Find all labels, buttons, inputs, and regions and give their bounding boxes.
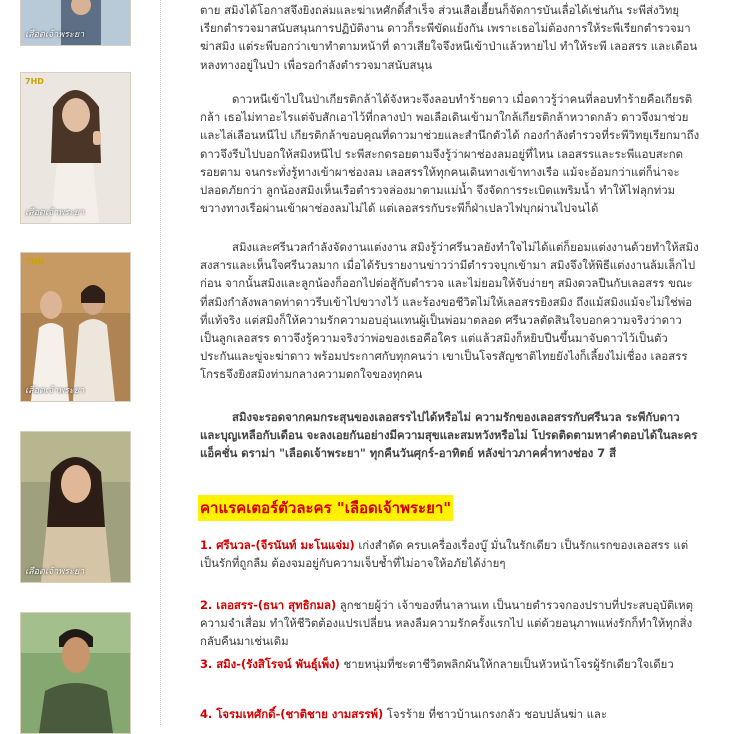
character-description: ชายหนุ่มที่ชะตาชีวิตพลิกผันให้กลายเป็นหัวหน้าโจรผู้รักเดียวใจเดียว bbox=[343, 657, 674, 671]
synopsis-paragraph-1: ตาย สมิงได้โอกาสจึงยิงถล่มและฆ่าเหศักดิ์สำเร็จ ส่วนเสือเฮี้ยนก็จัดการบันเลื่อได้เช่นกัน ระพีส่งวิทยุเรียกตำรวจมาสนับสนุนการปฏิบัติงาน ดาวก็ระพีขัดแย้งกัน เพราะเธอไม่ต้องการให้ระพีเรียกตำรวจมาฆ่าสมิง แต่ระพีบอกว่าเขาทำตามหน้าที่ ดาวเสียใจจึงหนีเข้าป่าแล้วหายไป ทำให้ระพี เลอสรร และเดือนหลงทางอยู่ในป่า เพื่อรอกำลังตำรวจมาสนับสนุน bbox=[200, 3, 698, 72]
character-item bbox=[200, 655, 700, 673]
character-item bbox=[200, 596, 700, 651]
character-item bbox=[200, 536, 700, 572]
character-name: 1. ศรีนวล-(จีรนันท์ มะโนแจ่ม) bbox=[200, 538, 355, 552]
cast-photo-5[interactable] bbox=[20, 612, 131, 734]
photo-caption: เลือดเจ้าพระยา bbox=[25, 30, 85, 40]
column-divider bbox=[160, 0, 161, 725]
character-heading: คาแรคเตอร์ตัวละคร "เลือดเจ้าพระยา" bbox=[198, 495, 453, 521]
channel-logo: 7HD bbox=[25, 77, 44, 86]
character-description: เก่งสำดัด ครบเครื่องเรื่องบู๊ มั่นในรักเดียว เป็นรักแรกของเลอสรร แต่เป็นรักที่ถูกลืม ต้องจมอยู่กับความเจ็บช้ำที่ไม่อาจให้อภัยได้ง่ายๆ bbox=[200, 538, 689, 571]
cast-photo-2[interactable] bbox=[20, 72, 131, 224]
channel-logo: 7HD bbox=[25, 257, 44, 266]
cast-photo-4[interactable] bbox=[20, 431, 131, 583]
photo-figure bbox=[21, 432, 130, 582]
character-description: โจรร้าย ที่ชาวบ้านเกรงกลัว ชอบปล้นฆ่า และ bbox=[386, 707, 608, 721]
cast-photo-1[interactable] bbox=[20, 0, 131, 46]
character-description: ลูกชายผู้ว่า เจ้าของที่นาลานเท เป็นนายตำรวจกองปราบที่ประสบอุบัติเหตุความจำเสื่อม ทำให้ชีวิตต้องแปรเปลี่ยน หลงลืมความรักครั้งแรกไป แต่ด้วยอนุภาพแห่งรักก็ทำให้ทุกสิ่งกลับคืนมาเช่นเดิม bbox=[200, 598, 694, 649]
photo-caption: เลือดเจ้าพระยา bbox=[25, 386, 85, 396]
photo-caption: เลือดเจ้าพระยา bbox=[25, 567, 85, 577]
character-name: 2. เลอสรร-(ธนา สุทธิกมล) bbox=[200, 598, 337, 612]
photo-caption: เลือดเจ้าพระยา bbox=[25, 208, 85, 218]
photo-figure bbox=[21, 613, 130, 733]
character-name: 3. สมิง-(รังสิโรจน์ พันธุ์เพ็ง) bbox=[200, 657, 340, 671]
photo-figure bbox=[21, 73, 130, 223]
synopsis-paragraph-3: สมิงและศรีนวลกำลังจัดงานแต่งงาน สมิงรู้ว่าศรีนวลยังทำใจไม่ได้แต่ก็ยอมแต่งงานด้วยทำให้สมิงสงสารและเห็นใจศรีนวลมาก เมื่อได้รับรายงานข่าวว่ามีตำรวจบุกเข้ามา สมิงจึงให้พิธีแต่งงานล้มเล็กไปก่อน จากนั้นสมิงและลูกน้องก็ออกไปต่อสู้กับตำรวจ และไม่ยอมให้จับง่ายๆ สมิงดวลปืนกับเลอสรร ขณะที่สมิงกำลังพลาดท่าดาวรีบเข้าไปขวางไว้ และร้องขอชีวิตไม่ให้เลอสรรยิงสมิง ถึงแม้สมิงแม้จะไม่ใช่พ่อที่แท้จริง แต่สมิงก็ให้ความรักความอบอุ่นแทนผู้เป็นพ่อมาตลอด ศรีนวลตัดสินใจบอกความจริงว่าดาวเป็นลูกเลอสรร ดาวจึงรู้ความจริงว่าพ่อของเธอคือใคร แต่แล้วสมิงก็หยิบปืนขึ้นมาจับดาวไว้เป็นตัวประกันและขู่จะฆ่าดาว พร้อมประกาศกับทุกคนว่า เขาเป็นโจรสัญชาติไทยยังไงก็เลี้ยงไม่เชื่อง เลอสรรโกรธจึงยิงสมิงท่ามกลางความตกใจของทุกคน bbox=[200, 240, 699, 382]
character-name: 4. โจรมเหศักดิ์-(ชาติชาย งามสรรพ์) bbox=[200, 707, 384, 721]
cast-photo-3[interactable] bbox=[20, 252, 131, 402]
photo-sidebar bbox=[0, 0, 158, 725]
synopsis-paragraph-4: สมิงจะรอดจากคมกระสุนของเลอสรรไปได้หรือไม่ ความรักของเลอสรรกับศรีนวล ระพีกับดาว และบุญเหลือกับเดือน จะลงเอยกันอย่างมีความสุขและสมหวังหรือไม่ โปรดติดตามหาคำตอบได้ในละครแอ็คชั่น ดราม่า "เลือดเจ้าพระยา" ทุกคืนวันศุกร์-อาทิตย์ หลังข่าวภาคค่ำทางช่อง 7 สี bbox=[200, 410, 698, 461]
synopsis-paragraph-2: ดาวหนีเข้าไปในป่าเกียรติกล้าได้จังหวะจึงลอบทำร้ายดาว เมื่อดาวรู้ว่าคนที่ลอบทำร้ายคือเกียรติกล้า เธอไม่ทาอะไรแต่จับสักเอาไว้ที่กลางป่า พอเลือเดินเข้ามาใกล้เกียรติกล้าหวาดกลัว ดาวจึงมาช่วยและไล่เลือนหนีไป เกียรติกล้าขอบคุณที่ดาวมาช่วยและสำนึกตัวได้ กองกำลังตำรวจที่ระพีวิทยุเรียกมาถึง ดาวจึงรีบไปบอกให้สมิงหนีไป ระพีสะกดรอยตามจึงรู้ว่าผาช่องลมอยู่ที่ไหน เลอสรรและระพีแอบสะกดรอยตาม จนกระทั่งรู้ทางเข้าผาช่องลม เลอสรรให้ทุกคนเดินทางเข้าทางเรือ แม้จะอ้อมกว่าแต่ก็น่าจะปลอดภัยกว่า ลูกน้องสมิงเห็นเรือตำรวจล่องมาตามแม่น้ำ จึงจัดการระเบิดแพริมน้ำ ทำให้ไฟลุกท่วมขวางทางเรือผ่านเข้าผาช่องลมไม่ได้ แต่เลอสรรกับระพีก็ฝ่าเปลวไฟบุกผ่านไปจนได้ bbox=[200, 92, 700, 216]
photo-figure bbox=[21, 253, 130, 401]
character-item bbox=[200, 705, 700, 723]
